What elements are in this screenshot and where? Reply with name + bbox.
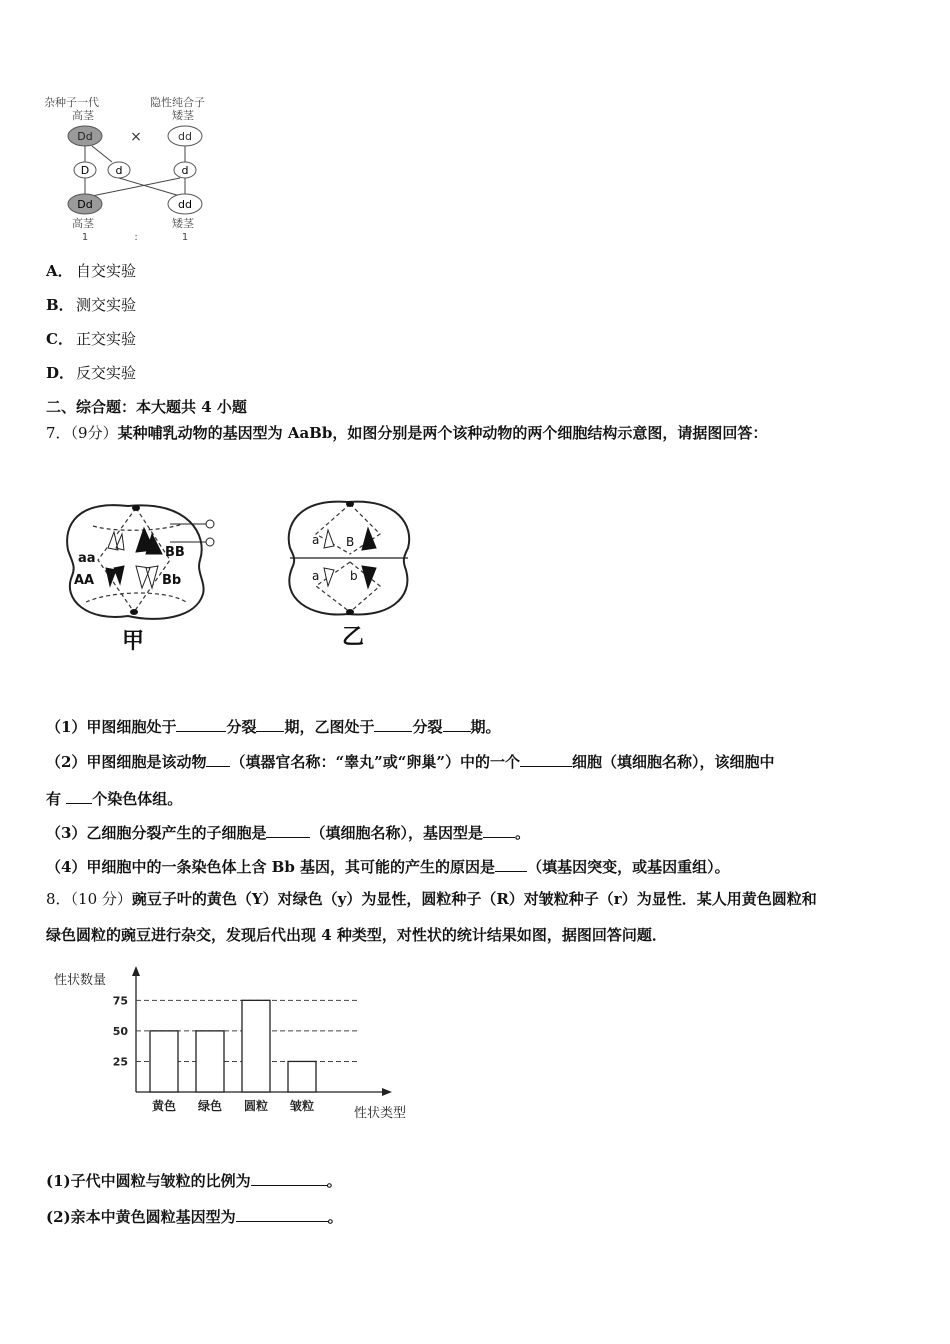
option-a: A． 自交实验 xyxy=(46,262,137,280)
y-tick-label: 75 xyxy=(112,994,128,1008)
offspring-left-text: Dd xyxy=(77,198,93,211)
option-b: B． 测交实验 xyxy=(46,296,137,314)
right-title: 隐性纯合子 xyxy=(150,96,205,109)
answer-blank[interactable] xyxy=(251,1169,327,1186)
cross-diagram xyxy=(40,94,235,244)
q8-stem-1: 8．（10 分）豌豆子叶的黄色（Y）对绿色（y）为显性，圆粒种子（R）对皱粒种子（r）为显性．某人用黄色圆粒和 xyxy=(46,890,817,908)
answer-blank[interactable] xyxy=(443,715,471,732)
q7-part4: （4）甲细胞中的一条染色体上含 Bb 基因，其可能的产生的原因是 （填基因突变，或基因重组）。 xyxy=(46,855,730,877)
offspring-right-label: 矮茎 xyxy=(172,217,194,230)
bar-圆粒 xyxy=(242,1000,270,1092)
left-label: 高茎 xyxy=(72,109,94,122)
section-heading: 二、综合题：本大题共 4 小题 xyxy=(46,398,247,416)
answer-blank[interactable] xyxy=(520,750,572,767)
q8-part1: (1)子代中圆粒与皱粒的比例为 。 xyxy=(46,1169,342,1191)
y-tick-label: 25 xyxy=(112,1055,128,1069)
answer-blank[interactable] xyxy=(236,1205,328,1222)
right-label: 矮茎 xyxy=(172,109,194,122)
chart-xlabel: 性状类型 xyxy=(354,1106,407,1121)
cross-symbol: × xyxy=(130,129,142,145)
answer-blank[interactable] xyxy=(66,787,92,804)
answer-blank[interactable] xyxy=(176,715,226,732)
gamete-left-1-text: D xyxy=(80,164,90,177)
q7-part2-cont: 有 个染色体组。 xyxy=(46,787,182,809)
answer-blank[interactable] xyxy=(206,750,230,767)
parent-right-text: dd xyxy=(178,130,192,143)
q7-part3: （3）乙细胞分裂产生的子细胞是 （填细胞名称），基因型是 。 xyxy=(46,821,530,843)
cell-jia-label-BB: BB xyxy=(165,545,185,560)
cell-yi-caption: 乙 xyxy=(342,625,365,650)
chart-ylabel: 性状数量 xyxy=(54,973,107,988)
q7-part1: （1）甲图细胞处于 分裂 期，乙图处于 分裂 期。 xyxy=(46,715,501,737)
cell-jia-label-aa: aa xyxy=(78,551,96,566)
cell-yi-label-a2: a xyxy=(312,569,320,583)
cell-yi-label-b: b xyxy=(350,569,358,583)
offspring-left-label: 高茎 xyxy=(72,217,94,230)
bar-黄色 xyxy=(150,1031,178,1092)
q8-stem-2: 绿色圆粒的豌豆进行杂交，发现后代出现 4 种类型，对性状的统计结果如图，据图回答问题． xyxy=(46,926,667,944)
bar-皱粒 xyxy=(288,1061,316,1092)
option-d: D． 反交实验 xyxy=(46,364,137,382)
cell-jia xyxy=(67,505,214,654)
gamete-left-2-text: d xyxy=(115,164,123,177)
answer-blank[interactable] xyxy=(266,821,310,838)
answer-blank[interactable] xyxy=(374,715,412,732)
arrow-line xyxy=(92,178,180,196)
option-c: C． 正交实验 xyxy=(46,330,137,348)
cell-yi xyxy=(289,501,409,650)
q7-part2: （2）甲图细胞是该动物 （填器官名称：“睾丸”或“卵巢”）中的一个 细胞（填细胞名称），该细胞中 xyxy=(46,750,774,772)
cell-yi-label-B: B xyxy=(346,535,355,549)
cell-jia-label-Bb: Bb xyxy=(162,573,182,588)
left-title: 杂种子一代 xyxy=(44,96,99,109)
x-tick-label: 圆粒 xyxy=(243,1099,269,1113)
cell-diagrams xyxy=(58,490,428,665)
gamete-right-text: d xyxy=(181,164,189,177)
q7-stem: 7．（9分）某种哺乳动物的基因型为 AaBb，如图分别是两个该种动物的两个细胞结构示意图，请据图回答： xyxy=(46,424,768,442)
answer-blank[interactable] xyxy=(256,715,284,732)
y-tick-label: 50 xyxy=(112,1024,128,1038)
ratio-left: 1 xyxy=(81,232,89,243)
arrow-line xyxy=(92,146,112,162)
answer-blank[interactable] xyxy=(483,821,515,838)
arrow-line xyxy=(119,178,180,196)
offspring-right-text: dd xyxy=(178,198,192,211)
cell-yi-label-a1: a xyxy=(312,533,320,547)
answer-blank[interactable] xyxy=(495,855,527,872)
x-tick-label: 皱粒 xyxy=(289,1099,315,1113)
y-axis-arrow xyxy=(132,966,140,976)
x-tick-label: 绿色 xyxy=(197,1099,223,1113)
q8-part2: (2)亲本中黄色圆粒基因型为 。 xyxy=(46,1205,343,1227)
trait-bar-chart xyxy=(46,962,426,1127)
x-tick-label: 黄色 xyxy=(151,1099,177,1113)
ratio-colon: : xyxy=(134,232,138,243)
bar-绿色 xyxy=(196,1031,224,1092)
cell-jia-label-AA: AA xyxy=(74,573,95,588)
cell-jia-caption: 甲 xyxy=(122,629,145,654)
ratio-right: 1 xyxy=(181,232,189,243)
x-axis-arrow xyxy=(382,1088,392,1096)
parent-left-text: Dd xyxy=(77,130,93,143)
